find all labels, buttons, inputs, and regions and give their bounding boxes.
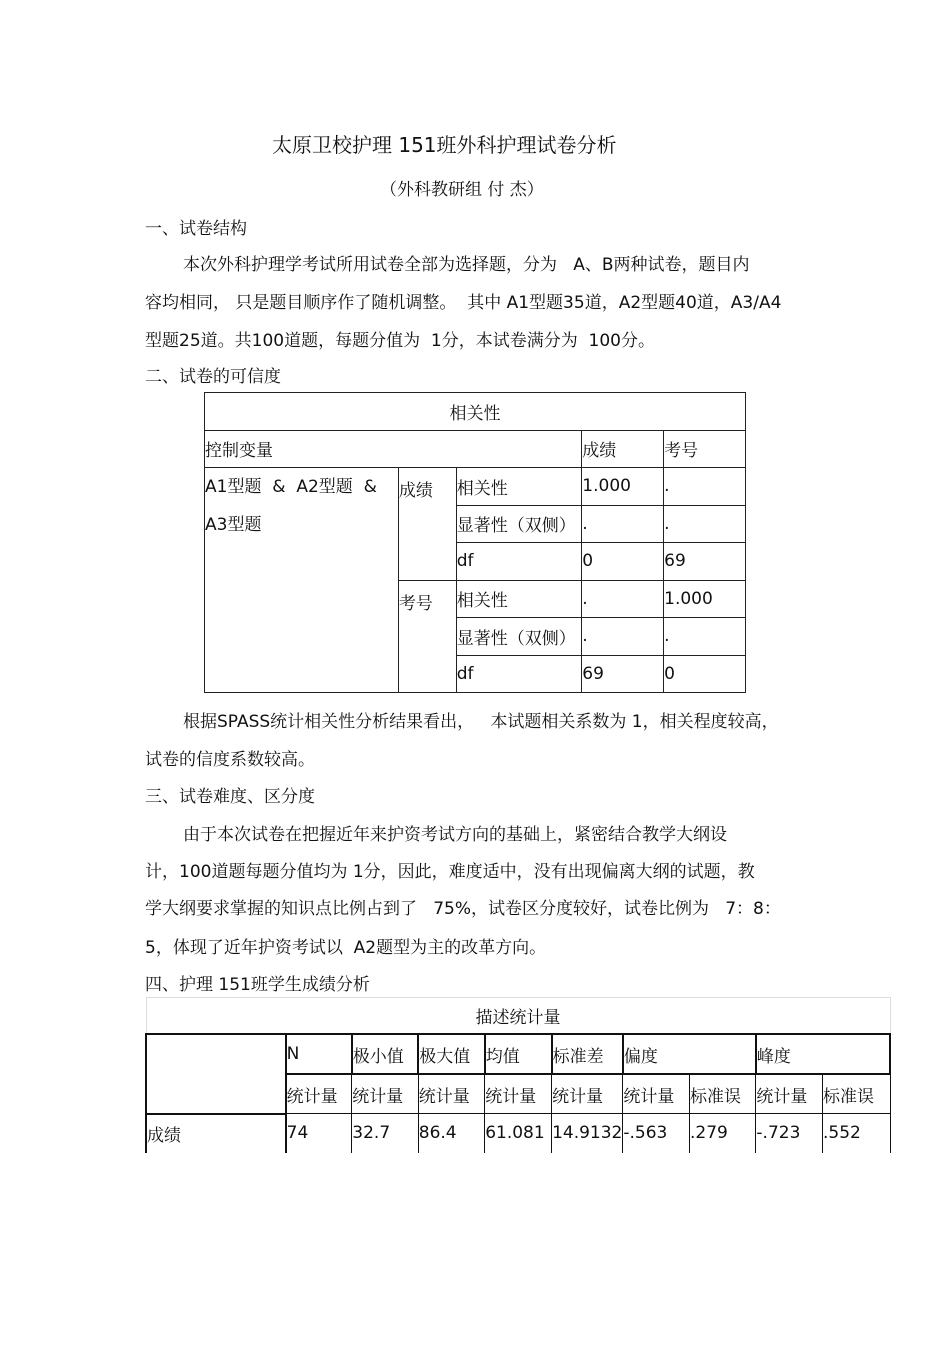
subheader-cell: 统计量 (623, 1074, 690, 1114)
section-heading-structure: 一、试卷结构 (145, 219, 247, 239)
table-cell: . (664, 505, 746, 543)
table-cell: . (582, 618, 664, 656)
header-mean: 均值 (485, 1034, 552, 1074)
paragraph-line: 型题25道。共100道题，每题分值为 1分，本试卷满分为 100分。 (145, 331, 655, 351)
table-cell: 61.081 (485, 1114, 552, 1153)
table-cell: 74 (286, 1114, 352, 1153)
paragraph-line: 学大纲要求掌握的知识点比例占到了 75%，试卷区分度较好，试卷比例为 7：8： (145, 899, 781, 919)
section-heading-score-analysis: 四、护理 151班学生成绩分析 (145, 975, 370, 995)
subheader-cell: 统计量 (485, 1074, 552, 1114)
control-variable-cell (205, 468, 399, 693)
table-cell: 1.000 (582, 468, 664, 506)
header-max: 极大值 (418, 1034, 484, 1074)
stat-label: 显著性（双侧） (456, 505, 582, 543)
paragraph-line: 本次外科护理学考试所用试卷全部为选择题，分为 A、B两种试卷，题目内 (183, 255, 750, 275)
paragraph-line: 试卷的信度系数较高。 (145, 750, 315, 770)
paragraph-line: 计，100道题每题分值均为 1分，因此，难度适中，没有出现偏离大纲的试题，教 (145, 862, 755, 882)
table-cell: . (664, 618, 746, 656)
table-caption: 相关性 (205, 393, 746, 431)
table-caption: 描述统计量 (146, 998, 890, 1035)
subheader-cell: 统计量 (756, 1074, 823, 1114)
paragraph-line: 由于本次试卷在把握近年来护资考试方向的基础上，紧密结合教学大纲设 (183, 825, 727, 845)
stat-label: 显著性（双侧） (456, 618, 582, 656)
header-control-variable: 控制变量 (205, 430, 582, 468)
section-heading-difficulty: 三、试卷难度、区分度 (145, 787, 315, 807)
header-exam-number: 考号 (664, 430, 746, 468)
table-cell: 0 (582, 543, 664, 581)
table-cell: .279 (689, 1114, 755, 1153)
table-cell: . (582, 580, 664, 618)
header-n: N (286, 1034, 352, 1074)
control-variable-line: A1型题 & A2型题 & (205, 477, 377, 497)
document-title: 太原卫校护理 151班外科护理试卷分析 (272, 133, 617, 157)
subheader-cell: 统计量 (352, 1074, 418, 1114)
header-skewness: 偏度 (623, 1034, 756, 1074)
table-cell: .552 (823, 1114, 891, 1153)
header-min: 极小值 (352, 1034, 418, 1074)
table-cell: 69 (582, 655, 664, 693)
header-std: 标准差 (552, 1034, 623, 1074)
subheader-cell: 标准误 (823, 1074, 891, 1114)
group-label: 考号 (398, 580, 456, 693)
descriptive-stats-table (145, 997, 891, 1153)
table-cell: 69 (664, 543, 746, 581)
table-cell: 14.9132 (552, 1114, 623, 1153)
paragraph-line: 5，体现了近年护资考试以 A2题型为主的改革方向。 (145, 938, 547, 958)
table-cell: 32.7 (352, 1114, 418, 1153)
header-kurtosis: 峰度 (756, 1034, 890, 1074)
table-cell: 1.000 (664, 580, 746, 618)
table-cell: -.563 (623, 1114, 690, 1153)
subheader-cell: 标准误 (689, 1074, 755, 1114)
table-cell: 0 (664, 655, 746, 693)
group-label: 成绩 (398, 468, 456, 581)
control-variable-line: A3型题 (205, 515, 262, 535)
section-heading-reliability: 二、试卷的可信度 (145, 367, 281, 387)
table-cell: . (664, 468, 746, 506)
header-score: 成绩 (582, 430, 664, 468)
header-blank (146, 1034, 286, 1114)
table-cell: -.723 (756, 1114, 823, 1153)
subheader-cell: 统计量 (418, 1074, 484, 1114)
paragraph-line: 容均相同， 只是题目顺序作了随机调整。 其中 A1型题35道，A2型题40道，A3/A4 (145, 293, 782, 313)
stat-label: 相关性 (456, 580, 582, 618)
correlation-table (204, 392, 746, 693)
paragraph-line: 根据SPASS统计相关性分析结果看出， 本试题相关系数为 1，相关程度较高， (183, 712, 779, 732)
subheader-cell: 统计量 (286, 1074, 352, 1114)
subheader-cell: 统计量 (552, 1074, 623, 1114)
stat-label: df (456, 655, 582, 693)
author-line: （外科教研组 付 杰） (380, 180, 544, 200)
row-label: 成绩 (146, 1114, 286, 1153)
table-cell: . (582, 505, 664, 543)
stat-label: 相关性 (456, 468, 582, 506)
table-cell: 86.4 (418, 1114, 484, 1153)
stat-label: df (456, 543, 582, 581)
